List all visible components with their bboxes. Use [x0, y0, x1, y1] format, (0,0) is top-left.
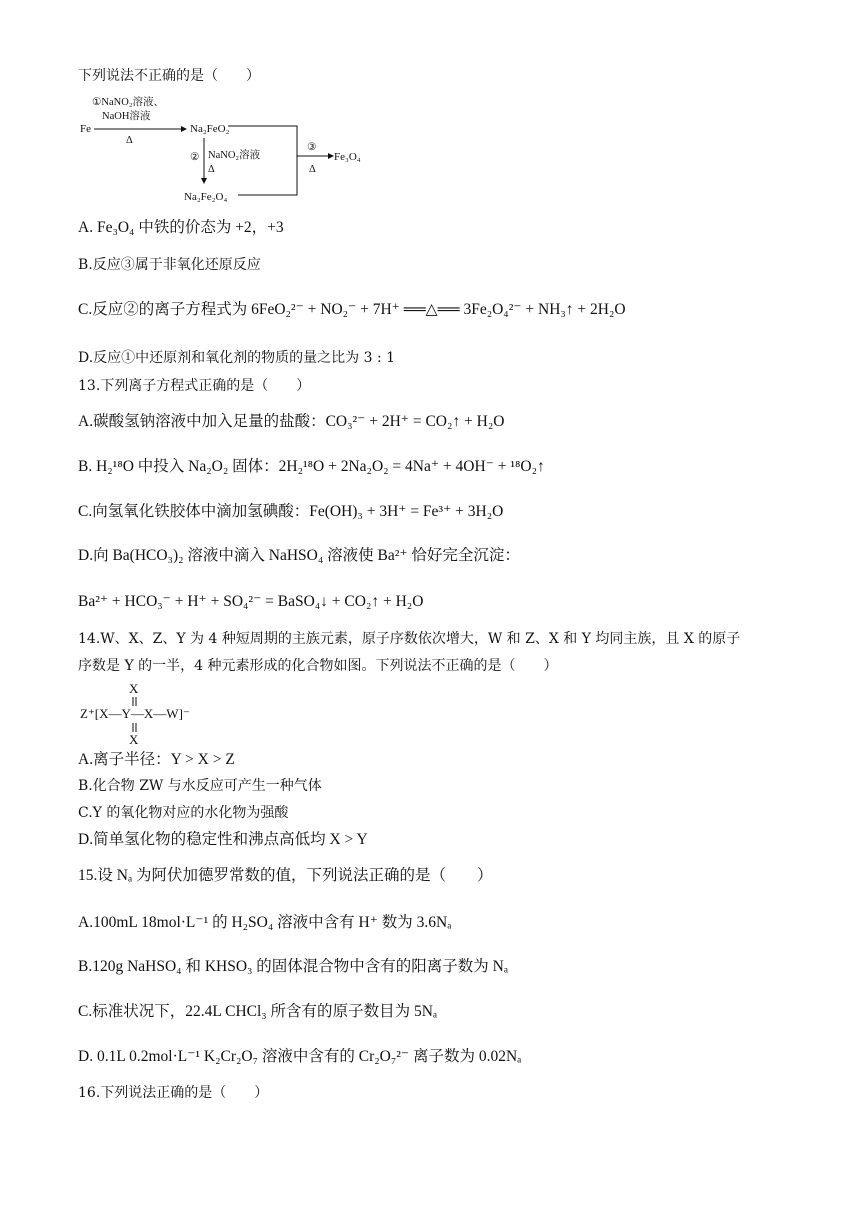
fe3o4-label: Fe₃O₄ — [334, 151, 361, 163]
q12-option-b: B.反应③属于非氧化还原反应 — [78, 257, 261, 273]
q15-option-a: A.100mL 18mol·L⁻¹ 的 H₂SO₄ 溶液中含有 H⁺ 数为 3.6Nₐ — [78, 914, 452, 931]
q14-option-d: D.简单氢化物的稳定性和沸点高低均 X > Y — [78, 831, 368, 848]
q14-option-a: A.离子半径：Y > X > Z — [78, 751, 235, 768]
step3-num: ③ — [307, 142, 317, 153]
fe-label: Fe — [80, 123, 91, 135]
na2fe2o4-label: Na₂Fe₂O₄ — [184, 191, 228, 203]
q16-stem: 16.下列说法正确的是（ ） — [78, 1085, 269, 1101]
x-bottom-label: X — [129, 732, 139, 746]
q15-stem: 15.设 Nₐ 为阿伏加德罗常数的值，下列说法正确的是（ ） — [78, 867, 493, 884]
step1-line1: ①NaNO₂溶液、 — [92, 97, 164, 108]
na2feo2-label: Na₂FeO₂ — [190, 123, 230, 135]
q12-option-a: A. Fe₃O₄ 中铁的价态为 +2，+3 — [78, 219, 284, 236]
step2-num: ② — [190, 152, 200, 163]
q14-structure — [78, 680, 218, 746]
q13-option-d-line2: Ba²⁺ + HCO₃⁻ + H⁺ + SO₄²⁻ = BaSO₄↓ + CO₂↑ + H₂O — [78, 593, 424, 610]
q12-reaction-diagram — [78, 92, 378, 204]
arrowhead-1 — [181, 126, 187, 132]
q14-option-b: B.化合物 ZW 与水反应可产生一种气体 — [78, 778, 322, 794]
q12-option-c: C.反应②的离子方程式为 6FeO₂²⁻ + NO₂⁻ + 7H⁺ ══△══ 3Fe₂O₄²⁻ + NH₃↑ + 2H₂O — [78, 301, 626, 318]
q14-option-c: C.Y 的氧化物对应的水化物为强酸 — [78, 805, 289, 821]
main-chain: Z⁺[X—Y—X—W]⁻ — [80, 706, 190, 721]
q12-stem: 下列说法不正确的是（ ） — [78, 68, 260, 84]
q14-stem-line2: 序数是 Y 的一半，4 种元素形成的化合物如图。下列说法不正确的是（ ） — [78, 658, 558, 674]
q15-option-d: D. 0.1L 0.2mol·L⁻¹ K₂Cr₂O₇ 溶液中含有的 Cr₂O₇²⁻ 离子数为 0.02Nₐ — [78, 1048, 522, 1065]
arrowhead-2 — [201, 178, 207, 184]
q13-option-c: C.向氢氧化铁胶体中滴加氢碘酸：Fe(OH)₃ + 3H⁺ = Fe³⁺ + 3H₂O — [78, 503, 504, 520]
step3-delta: Δ — [309, 164, 316, 175]
step1-line2: NaOH溶液 — [102, 111, 151, 122]
q15-option-c: C.标准状况下，22.4L CHCl₃ 所含有的原子数目为 5Nₐ — [78, 1003, 438, 1020]
step1-delta: Δ — [126, 135, 133, 146]
q15-option-b: B.120g NaHSO₄ 和 KHSO₃ 的固体混合物中含有的阳离子数为 Nₐ — [78, 958, 509, 975]
step2-text: NaNO₂溶液 — [208, 150, 261, 161]
q13-option-a: A.碳酸氢钠溶液中加入足量的盐酸：CO₃²⁻ + 2H⁺ = CO₂↑ + H₂O — [78, 413, 505, 430]
q12-option-d: D.反应①中还原剂和氧化剂的物质的量之比为 3 : 1 — [78, 350, 396, 366]
x-top-label: X — [129, 681, 139, 696]
q13-option-b: B. H₂¹⁸O 中投入 Na₂O₂ 固体：2H₂¹⁸O + 2Na₂O₂ = 4Na⁺ + 4OH⁻ + ¹⁸O₂↑ — [78, 458, 545, 475]
q13-stem: 13.下列离子方程式正确的是（ ） — [78, 378, 311, 394]
step2-delta: Δ — [208, 164, 215, 175]
q14-stem-line1: 14.W、X、Z、Y 为 4 种短周期的主族元素，原子序数依次增大，W 和 Z、X 和 Y 均同主族，且 X 的原子 — [78, 631, 741, 647]
q13-option-d-line1: D.向 Ba(HCO₃)₂ 溶液中滴入 NaHSO₄ 溶液使 Ba²⁺ 恰好完全沉淀： — [78, 547, 520, 564]
